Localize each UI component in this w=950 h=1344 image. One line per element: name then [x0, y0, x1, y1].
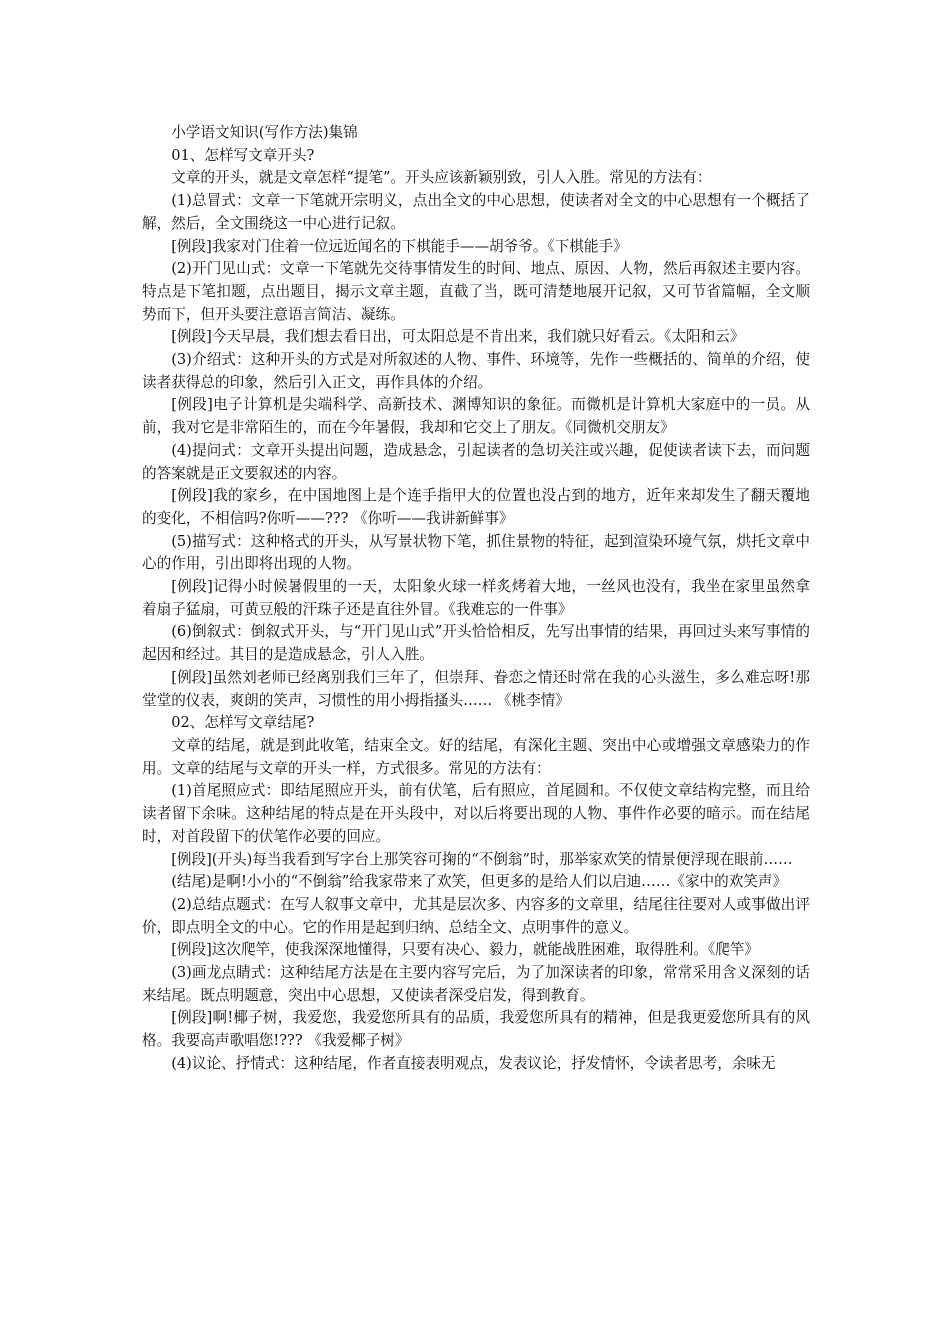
paragraph-example-2: [例段]今天早晨，我们想去看日出，可太阳总是不肯出来，我们就只好看云。《太阳和云》 [171, 328, 745, 346]
paragraph-ending-method-3: (3)画龙点睛式：这种结尾方法是在主要内容写完后，为了加深读者的印象，常常采用含义深刻的话来结尾。既点明题意，突出中心思想，又使读者深受启发，得到教育。 [142, 964, 810, 1004]
paragraph-method-3: (3)介绍式：这种开头的方式是对所叙述的人物、事件、环境等，先作一些概括的、简单的介绍，使读者获得总的印象，然后引入正文，再作具体的介绍。 [142, 351, 810, 391]
paragraph-ending-example-2: [例段]这次爬竿，使我深深地懂得，只要有决心、毅力，就能战胜困难，取得胜利。《爬竿》 [171, 941, 760, 959]
paragraph-ending-method-4: (4)议论、抒情式：这种结尾，作者直接表明观点，发表议论，抒发情怀，令读者思考，余味无 [171, 1054, 776, 1072]
paragraph-ending-method-2: (2)总结点题式：在写人叙事文章中，尤其是层次多、内容多的文章里，结尾往往要对人或事做出评价，即点明全文的中心。它的作用是起到归纳、总结全文、点明事件的意义。 [142, 895, 810, 936]
paragraph-method-5: (5)描写式：这种格式的开头，从写景状物下笔，抓住景物的特征，起到渲染环境气氛，烘托文章中心的作用，引出即将出现的人物。 [142, 532, 810, 573]
paragraph-method-2: (2)开门见山式：文章一下笔就先交待事情发生的时间、地点、原因、人物，然后再叙述主要内容。特点是下笔扣题，点出题目，揭示文章主题，直截了当，既可清楚地展开记叙，又可节省篇幅，全文顺势而下，但开头要注意语言简洁、凝练。 [142, 260, 810, 323]
document-title: 小学语文知识(写作方法)集锦 [171, 124, 358, 141]
section-heading-opening: 01、怎样写文章开头? [171, 146, 315, 164]
document-body [142, 122, 810, 1076]
paragraph-ending-method-1: (1)首尾照应式：即结尾照应开头，前有伏笔，后有照应，首尾圆和。不仅使文章结构完整，而且给读者留下余味。这种结尾的特点是在开头段中，对以后将要出现的人物、事件作必要的暗示。而在结尾时，对首段留下的伏笔作必要的回应。 [142, 782, 810, 845]
paragraph-method-6: (6)倒叙式：倒叙式开头，与“开门见山式”开头恰恰相反，先写出事情的结果，再回过头来写事情的起因和经过。其目的是造成悬念，引人入胜。 [142, 623, 810, 664]
paragraph-ending-intro: 文章的结尾，就是到此收笔，结束全文。好的结尾，有深化主题、突出中心或增强文章感染力的作用。文章的结尾与文章的开头一样，方式很多。常见的方法有： [142, 736, 810, 777]
paragraph-example-1: [例段]我家对门住着一位远近闻名的下棋能手——胡爷爷。《下棋能手》 [171, 237, 628, 255]
section-heading-ending: 02、怎样写文章结尾? [171, 714, 315, 732]
paragraph-ending-example-3: [例段]啊!椰子树，我爱您，我爱您所具有的品质，我爱您所具有的精神，但是我更爱您所具有的风格。我要高声歌唱您!??? 《我爱椰子树》 [142, 1009, 810, 1050]
paragraph-ending-example-1a: [例段](开头)每当我看到写字台上那笑容可掬的“不倒翁”时，那举家欢笑的情景便浮现在眼前…… [171, 850, 793, 868]
paragraph-example-6: [例段]虽然刘老师已经离别我们三年了，但崇拜、眷恋之情还时常在我的心头滋生，多么难忘呀!那堂堂的仪表，爽朗的笑声，习惯性的用小拇指搔头…… 《桃李情》 [142, 668, 810, 709]
paragraph-method-1: (1)总冒式：文章一下笔就开宗明义，点出全文的中心思想，使读者对全文的中心思想有一个概括了解，然后，全文围绕这一中心进行记叙。 [142, 192, 810, 232]
paragraph-opening-intro: 文章的开头，就是文章怎样“提笔”。开头应该新颖别致，引人入胜。常见的方法有： [171, 169, 712, 187]
paragraph-method-4: (4)提问式：文章开头提出问题，造成悬念，引起读者的急切关注或兴趣，促使读者读下去，而问题的答案就是正文要叙述的内容。 [142, 441, 810, 482]
paragraph-example-4: [例段]我的家乡，在中国地图上是个连手指甲大的位置也没占到的地方，近年来却发生了翻天覆地的变化，不相信吗?你听——??? 《你听——我讲新鲜事》 [142, 487, 810, 527]
paragraph-example-5: [例段]记得小时候暑假里的一天，太阳象火球一样炙烤着大地，一丝风也没有，我坐在家里虽然拿着扇子猛扇，可黄豆般的汗珠子还是直往外冒。《我难忘的一件事》 [142, 578, 810, 618]
paragraph-example-3: [例段]电子计算机是尖端科学、高新技术、渊博知识的象征。而微机是计算机大家庭中的一员。从前，我对它是非常陌生的，而在今年暑假，我却和它交上了朋友。《同微机交朋友》 [142, 396, 810, 437]
paragraph-ending-example-1b: (结尾)是啊!小小的“不倒翁”给我家带来了欢笑，但更多的是给人们以启迪……《家中的欢笑声》 [171, 873, 788, 891]
